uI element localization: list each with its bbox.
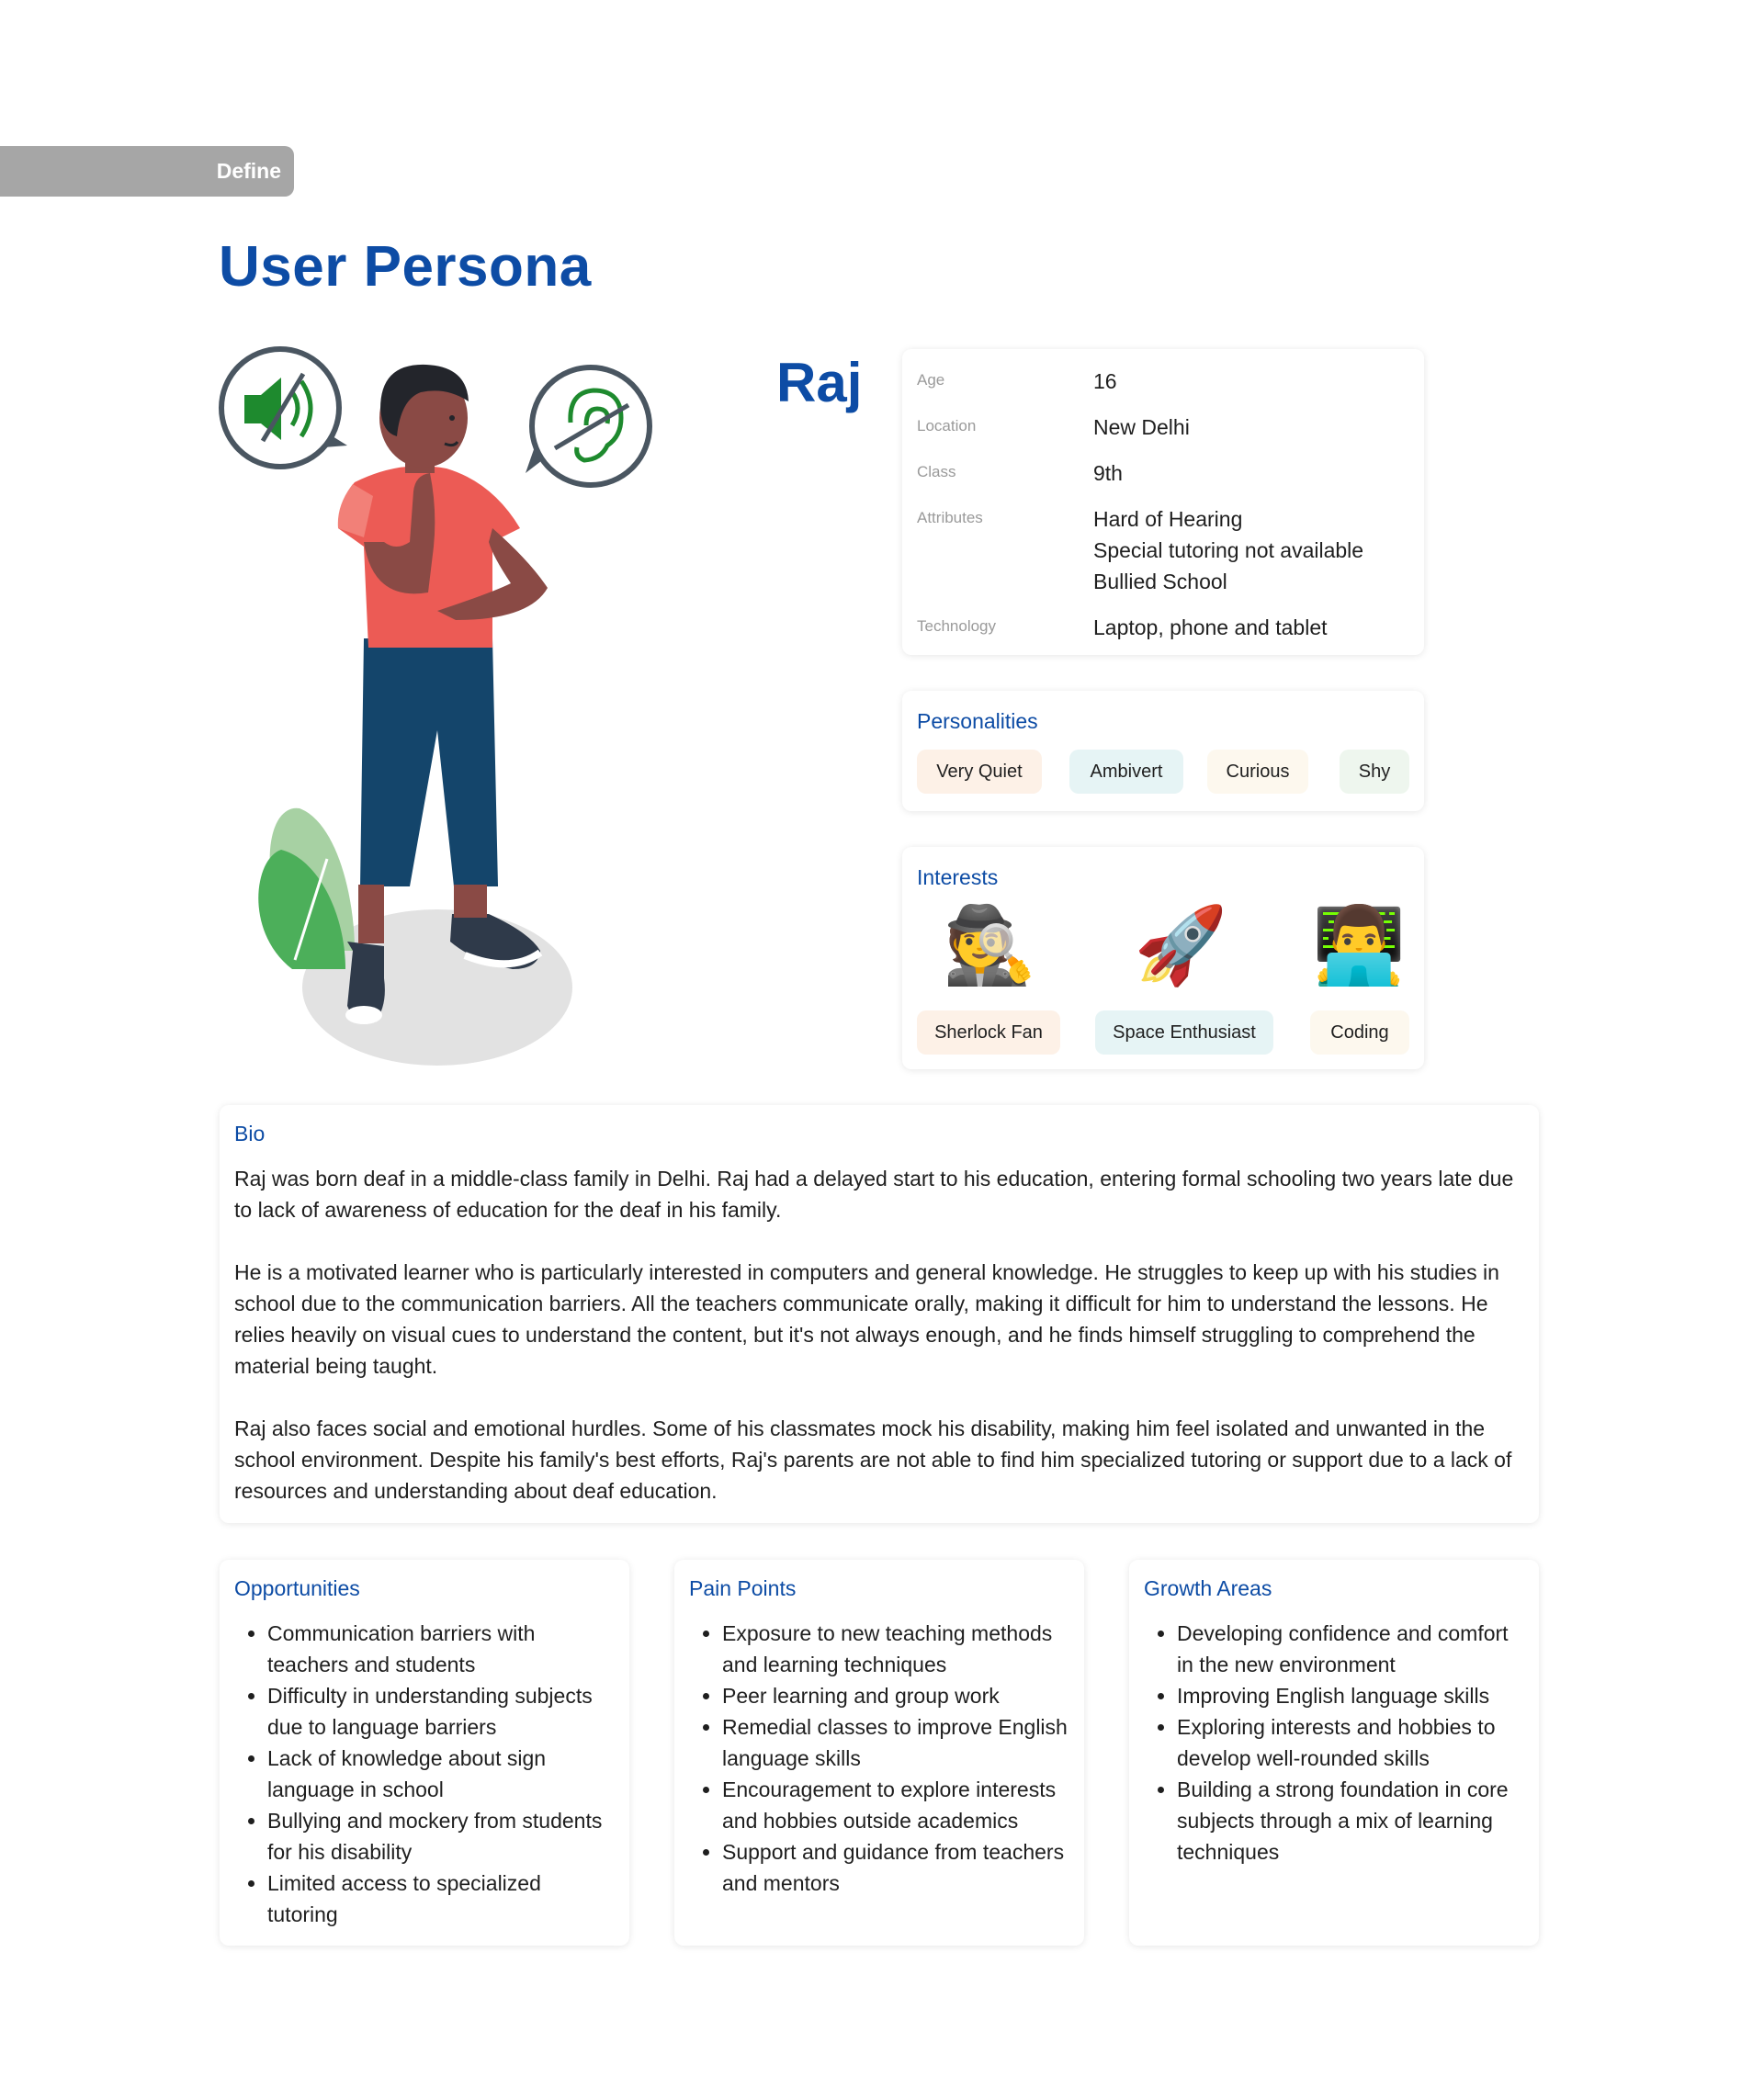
bio-paragraph: He is a motivated learner who is particularly interested in computers and general knowledge. He struggles to keep up with his studies in school due to the communication barriers. All the teachers communicate orally, making it difficult for him to understand the lessons. He relies heavily on visual cues to understand the content, but it's not always enough, and he finds himself struggling to comprehend the material being taught. — [234, 1260, 1499, 1378]
attribute-item: Special tutoring not available — [1093, 538, 1364, 562]
info-label: Age — [917, 371, 945, 389]
list-item: • Peer learning and group work — [722, 1680, 1069, 1711]
list-item: • Exposure to new teaching methods and learning techniques — [722, 1618, 1069, 1680]
info-value: 9th — [1093, 461, 1123, 485]
list-item: • Encouragement to explore interests and hobbies outside academics — [722, 1774, 1069, 1836]
list-item: • Exploring interests and hobbies to develop well-rounded skills — [1177, 1711, 1524, 1774]
detective-icon: 🕵️ — [942, 902, 1037, 989]
section-tag: Define — [0, 146, 294, 197]
info-row-attributes — [917, 503, 1363, 597]
info-row-class — [917, 457, 1123, 489]
info-row-technology — [917, 612, 1328, 643]
personality-chip: Ambivert — [1069, 750, 1183, 794]
persona-info-card — [902, 349, 1424, 655]
page-title: User Persona — [219, 235, 592, 299]
growth-areas-card — [1129, 1560, 1539, 1946]
personality-chip: Curious — [1207, 750, 1308, 794]
attribute-item: Hard of Hearing — [1093, 507, 1243, 531]
opportunities-list — [234, 1618, 615, 1930]
info-row-age — [917, 366, 1117, 397]
growth-areas-title: Growth Areas — [1144, 1576, 1272, 1600]
interest-chip: Coding — [1310, 1010, 1409, 1055]
rocket-icon: 🚀 — [1133, 902, 1228, 989]
personalities-title: Personalities — [917, 709, 1038, 733]
info-value: 16 — [1093, 369, 1117, 393]
deaf-ear-icon — [526, 367, 650, 485]
pants — [360, 638, 498, 886]
opportunities-title: Opportunities — [234, 1576, 360, 1600]
persona-name: Raj — [776, 352, 863, 413]
list-item: • Improving English language skills — [1177, 1680, 1524, 1711]
interest-chip: Space Enthusiast — [1095, 1010, 1273, 1055]
pain-points-card — [674, 1560, 1084, 1946]
list-item: • Difficulty in understanding subjects due to language barriers — [267, 1680, 615, 1743]
info-label: Technology — [917, 617, 997, 635]
muted-speaker-icon — [221, 349, 347, 467]
info-label: Class — [917, 463, 956, 480]
info-label: Attributes — [917, 509, 983, 526]
list-item: • Limited access to specialized tutoring — [267, 1868, 615, 1930]
interests-title: Interests — [917, 865, 999, 889]
info-value: Laptop, phone and tablet — [1093, 615, 1328, 639]
pain-points-title: Pain Points — [689, 1576, 797, 1600]
interest-chip: Sherlock Fan — [917, 1010, 1060, 1055]
interests-card — [902, 847, 1424, 1069]
pain-points-list — [689, 1618, 1069, 1899]
list-item: • Lack of knowledge about sign language in school — [267, 1743, 615, 1805]
bio-paragraph: Raj also faces social and emotional hurdles. Some of his classmates mock his disability, making him feel isolated and unwanted in the school environment. Despite his family's best efforts, Raj's parents are not able to find him specialized tutoring or support due to a lack of resources and understanding about deaf education. — [234, 1416, 1512, 1503]
info-value: New Delhi — [1093, 415, 1190, 439]
coder-icon: 👨‍💻 — [1311, 902, 1407, 989]
list-item: • Communication barriers with teachers and students — [267, 1618, 615, 1680]
list-item: • Building a strong foundation in core subjects through a mix of learning techniques — [1177, 1774, 1524, 1868]
list-item: • Bullying and mockery from students for his disability — [267, 1805, 615, 1868]
personality-chip: Shy — [1340, 750, 1409, 794]
attribute-item: Bullied School — [1093, 570, 1227, 593]
info-value-list — [1093, 503, 1363, 597]
opportunities-card — [220, 1560, 629, 1946]
bio-title: Bio — [234, 1122, 266, 1145]
growth-areas-list — [1144, 1618, 1524, 1868]
info-row-location — [917, 412, 1190, 443]
list-item: • Remedial classes to improve English language skills — [722, 1711, 1069, 1774]
personalities-card — [902, 691, 1424, 811]
bio-card — [220, 1105, 1539, 1523]
info-label: Location — [917, 417, 977, 434]
plant-icon — [258, 808, 355, 969]
list-item: • Developing confidence and comfort in the new environment — [1177, 1618, 1524, 1680]
persona-illustration — [217, 344, 658, 1070]
list-item: • Support and guidance from teachers and mentors — [722, 1836, 1069, 1899]
personality-chip: Very Quiet — [917, 750, 1042, 794]
bio-paragraph: Raj was born deaf in a middle-class family in Delhi. Raj had a delayed start to his education, entering formal schooling two years late due to lack of awareness of education for the deaf in his family. — [234, 1167, 1514, 1222]
